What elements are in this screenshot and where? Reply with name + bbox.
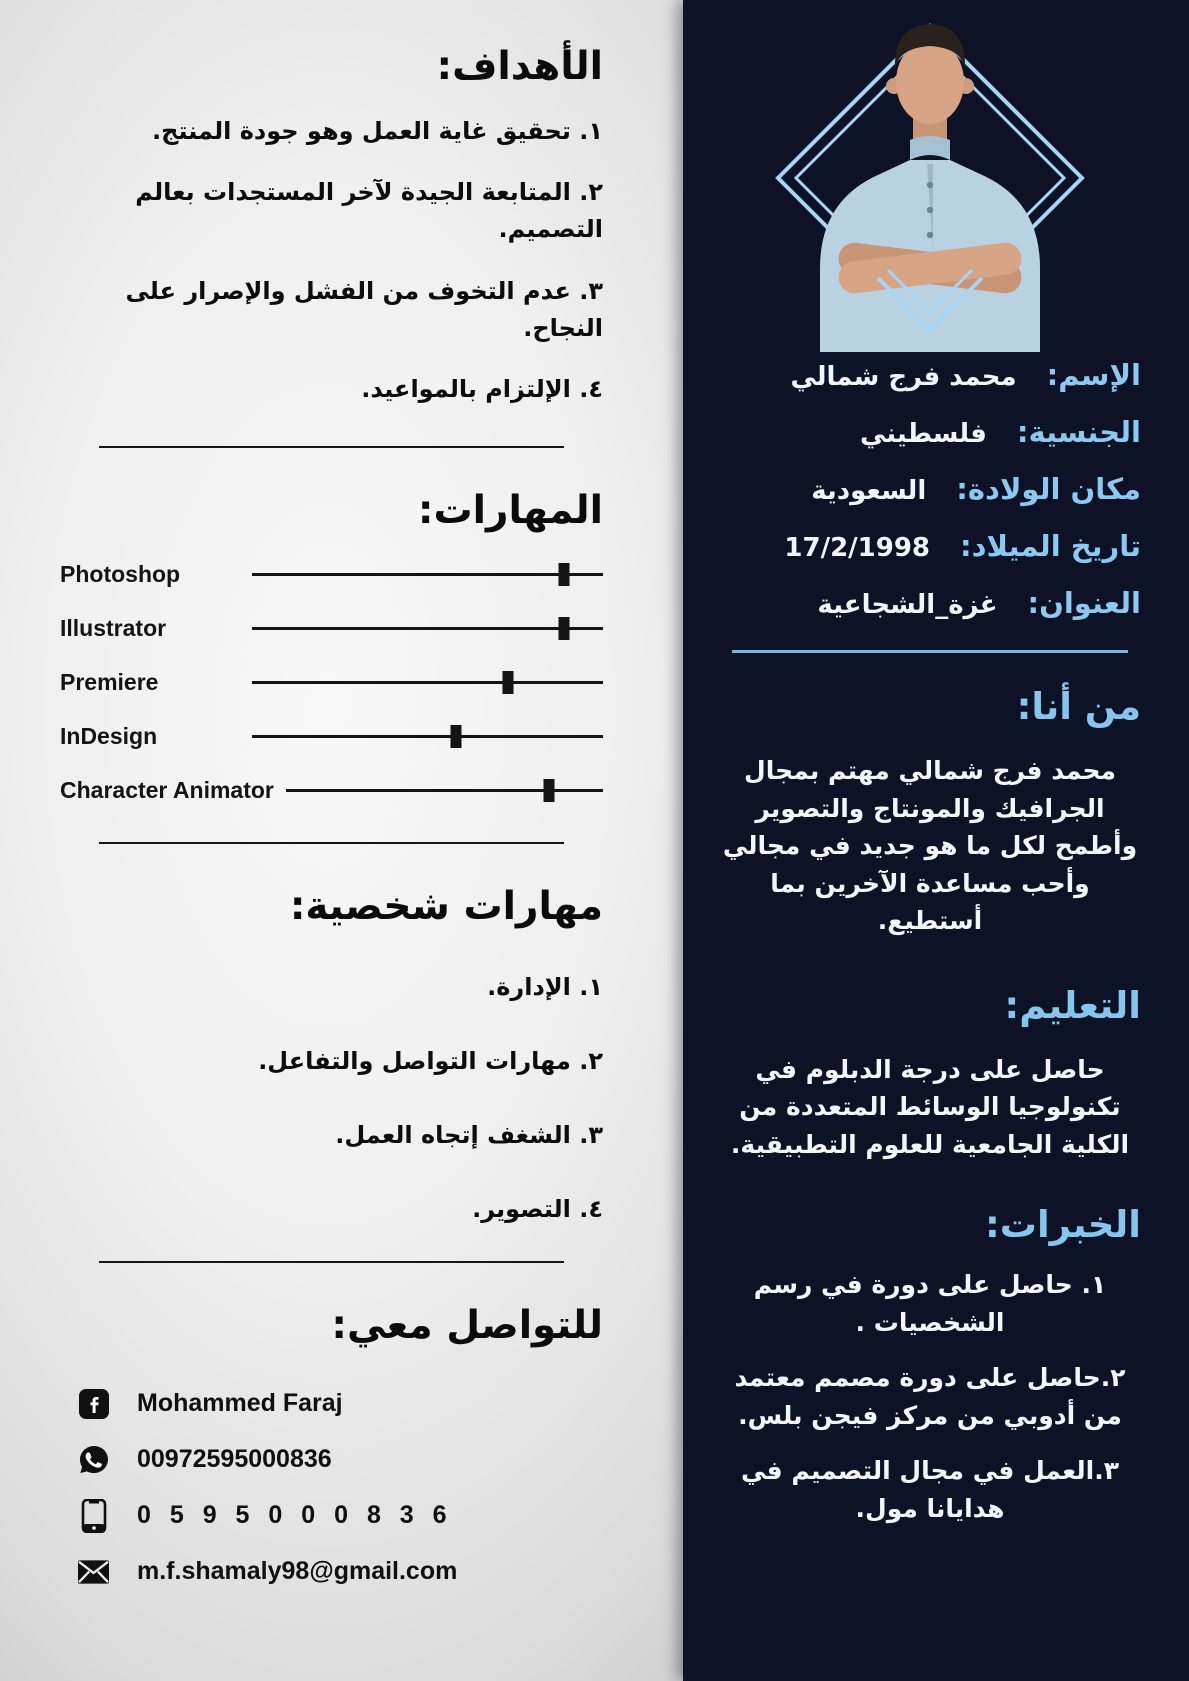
personal-skill-item: ١. الإدارة.	[487, 973, 603, 1002]
section-divider	[99, 842, 564, 844]
experience-section	[719, 1203, 1141, 1527]
skill-slider	[252, 681, 603, 684]
skill-slider-handle	[559, 617, 570, 640]
info-label: مكان الولادة:	[956, 472, 1141, 506]
contact-title: للتواصل معي:	[331, 1303, 603, 1349]
info-value: غزة_الشجاعية	[817, 590, 998, 620]
skill-slider-handle	[450, 725, 461, 748]
skills-title: المهارات:	[417, 488, 603, 534]
education-text: حاصل على درجة الدبلوم في تكنولوجيا الوسائط المتعددة من الكلية الجامعية للعلوم التطبيقية.	[730, 1054, 1130, 1159]
info-value: فلسطيني	[859, 419, 987, 449]
mobile-phone-icon	[78, 1500, 109, 1531]
contact-section	[60, 1303, 603, 1587]
profile-photo	[719, 0, 1141, 352]
about-text: محمد فرج شمالي مهتم بمجال الجرافيك والمونتاج والتصوير وأطمح لكل ما هو جديد في مجالي وأحب مساعدة الآخرين بما أستطيع.	[722, 756, 1138, 935]
section-divider	[99, 1261, 564, 1263]
skill-slider	[252, 627, 603, 630]
skill-label: Character Animator	[60, 777, 274, 804]
objectives-section	[60, 44, 603, 408]
objective-item: ٣. عدم التخوف من الفشل والإصرار على النجاح.	[125, 276, 603, 342]
whatsapp-icon	[78, 1444, 109, 1475]
info-row-name	[719, 358, 1141, 392]
avatar	[730, 0, 1130, 352]
info-value: السعودية	[811, 476, 927, 506]
skills-section	[60, 488, 603, 804]
skill-row	[60, 777, 603, 804]
contact-row-whatsapp	[78, 1444, 603, 1475]
info-value: 17/2/1998	[784, 533, 931, 563]
personal-info	[719, 358, 1141, 620]
personal-skills-title: مهارات شخصية:	[289, 884, 603, 930]
facebook-handle: Mohammed Faraj	[137, 1389, 343, 1418]
right-panel	[683, 0, 1189, 1681]
skill-row	[60, 723, 603, 750]
experience-item: ٣.العمل في مجال التصميم في هدايانا مول.	[741, 1456, 1119, 1523]
mobile-number: 0 5 9 5 0 0 0 8 3 6	[137, 1501, 453, 1530]
skill-slider-handle	[559, 563, 570, 586]
info-label: الجنسية:	[1016, 415, 1141, 449]
skill-label: Illustrator	[60, 615, 167, 642]
skill-slider	[252, 573, 603, 576]
skill-label: Premiere	[60, 669, 159, 696]
email-icon	[78, 1556, 109, 1587]
experience-item: ٢.حاصل على دورة مصمم معتمد من أدوبي من مركز فيجن بلس.	[734, 1363, 1126, 1430]
facebook-icon	[78, 1388, 109, 1419]
contact-row-facebook	[78, 1388, 603, 1419]
info-divider	[732, 650, 1129, 653]
contact-row-mobile	[78, 1500, 603, 1531]
personal-skills-section	[60, 884, 603, 1223]
personal-skill-item: ٤. التصوير.	[472, 1195, 603, 1224]
info-row-birthplace	[719, 472, 1141, 506]
personal-skill-item: ٢. مهارات التواصل والتفاعل.	[258, 1047, 603, 1076]
whatsapp-number: 00972595000836	[137, 1445, 332, 1474]
about-title: من أنا:	[1016, 685, 1141, 728]
info-row-nationality	[719, 415, 1141, 449]
personal-skill-item: ٣. الشغف إتجاه العمل.	[335, 1121, 603, 1150]
info-label: الإسم:	[1046, 358, 1141, 392]
section-divider	[99, 446, 564, 448]
info-label: العنوان:	[1027, 586, 1141, 620]
about-section	[719, 685, 1141, 940]
education-section	[719, 984, 1141, 1164]
info-row-birthdate	[719, 529, 1141, 563]
skill-row	[60, 669, 603, 696]
objective-item: ٤. الإلتزام بالمواعيد.	[361, 374, 603, 403]
skill-slider	[286, 789, 603, 792]
skill-label: InDesign	[60, 723, 158, 750]
skill-slider-handle	[544, 779, 555, 802]
info-label: تاريخ الميلاد:	[960, 529, 1141, 563]
skill-row	[60, 561, 603, 588]
info-row-address	[719, 586, 1141, 620]
objective-item: ٢. المتابعة الجيدة لآخر المستجدات بعالم التصميم.	[135, 178, 603, 244]
skill-row	[60, 615, 603, 642]
objectives-title: الأهداف:	[436, 44, 603, 89]
person	[820, 24, 1040, 352]
experience-title: الخبرات:	[984, 1203, 1141, 1246]
info-value: محمد فرج شمالي	[790, 362, 1017, 392]
skill-slider	[252, 735, 603, 738]
education-title: التعليم:	[1004, 983, 1141, 1027]
skill-slider-handle	[503, 671, 514, 694]
objective-item: ١. تحقيق غاية العمل وهو جودة المنتج.	[152, 117, 603, 145]
experience-item: ١. حاصل على دورة في رسم الشخصيات .	[753, 1270, 1107, 1337]
skill-label: Photoshop	[60, 561, 181, 588]
contact-row-email	[78, 1556, 603, 1587]
email-address: m.f.shamaly98@gmail.com	[137, 1557, 458, 1586]
